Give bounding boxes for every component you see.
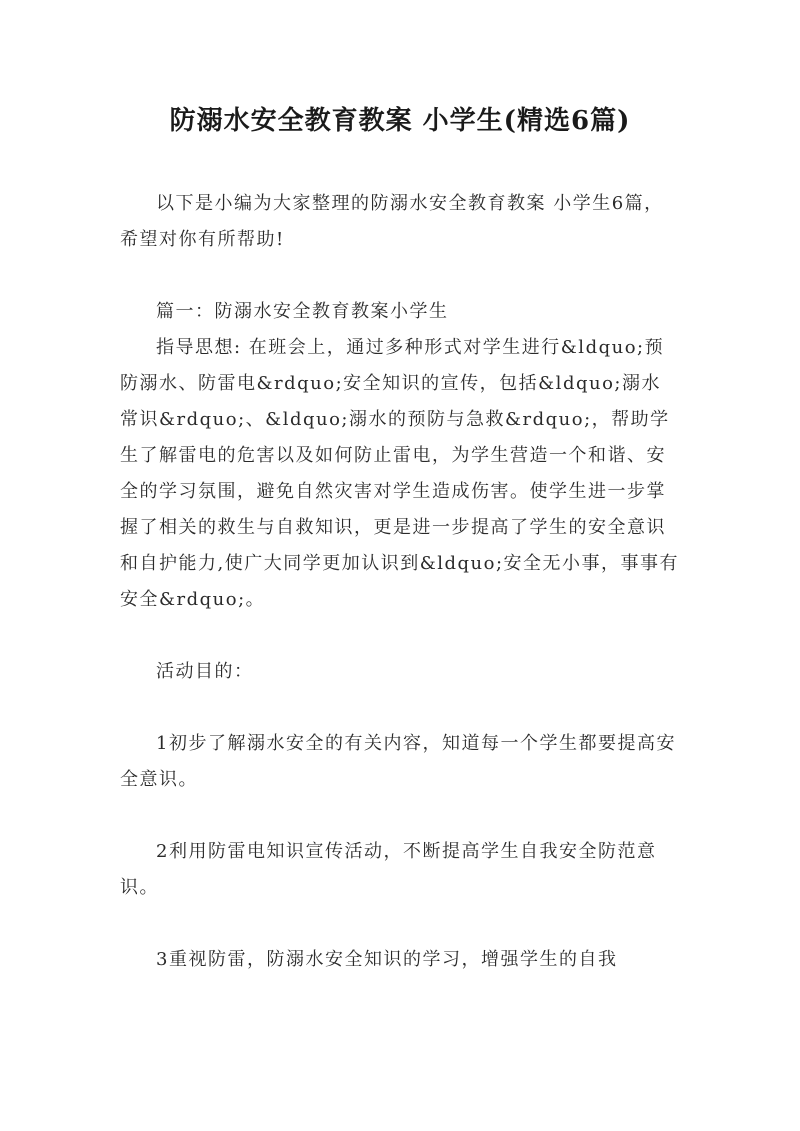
goal-item-2: 2利用防雷电知识宣传活动，不断提高学生自我安全防范意识。 <box>120 841 657 898</box>
paragraph-gap <box>120 690 680 726</box>
paragraph-gap <box>120 258 680 294</box>
paragraph-gap <box>120 798 680 834</box>
guiding-ideology-paragraph: 指导思想: 在班会上，通过多种形式对学生进行&ldquo;预防溺水、防雷电&rdquo;安全知识的宣传，包括&ldquo;溺水常识&rdquo;、&ldquo;溺水的预防与急救&rdquo;，帮助学生了解雷电的危害以及如何防止雷电，为学生营造一个和谐、安全的学习氛围，避免自然灾害对学生造成伤害。使学生进一步掌握了相关的救生与自救知识，更是进一步提高了学生的安全意识和自护能力,使广大同学更加认识到&ldquo;安全无小事，事事有安全&rdquo;。 <box>120 337 680 610</box>
paragraph-gap <box>120 618 680 654</box>
intro-paragraph: 以下是小编为大家整理的防溺水安全教育教案 小学生6篇，希望对你有所帮助! <box>120 193 664 250</box>
document-title: 防溺水安全教育教案 小学生(精选6篇) <box>169 106 631 136</box>
goal-item-1: 1初步了解溺水安全的有关内容，知道每一个学生都要提高安全意识。 <box>120 733 676 790</box>
section-heading: 篇一：防溺水安全教育教案小学生 <box>156 301 449 322</box>
document-body <box>120 186 680 978</box>
goal-item-3: 3重视防雷，防溺水安全知识的学习，增强学生的自我 <box>156 949 618 970</box>
paragraph-gap <box>120 906 680 942</box>
activity-goal-heading: 活动目的： <box>156 661 254 682</box>
